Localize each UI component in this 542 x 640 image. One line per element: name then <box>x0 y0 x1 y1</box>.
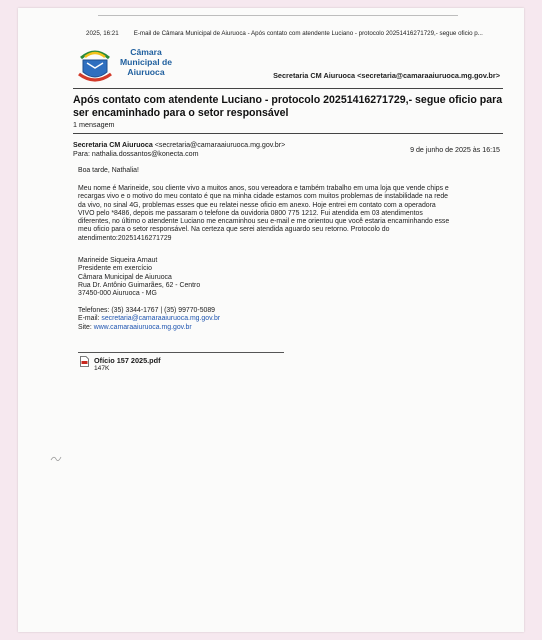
site-row: Site: www.camaraaiuruoca.mg.gov.br <box>78 323 192 331</box>
message-count: 1 mensagem <box>73 120 115 129</box>
print-title: E-mail de Câmara Municipal de Aiuruoca - Após contato com atendente Luciano - protocolo 20251416271729,- segue oficio p... <box>133 30 483 37</box>
contact-block <box>78 307 508 332</box>
print-datetime: 2025, 16:21 <box>86 30 119 37</box>
email-row: E-mail: secretaria@camaraaiuruoca.mg.gov.br <box>78 315 221 323</box>
signature-block: Marineide Siqueira Arnaut Presidente em exercício Câmara Municipal de Aiuruoca Rua Dr. Antônio Guimarães, 62 - Centro 37450-000 Aiuruoca - MG <box>78 257 201 298</box>
message-body: Meu nome é Marineide, sou cliente vivo a muitos anos, sou vereadora e também trabalho em uma loja que vende chips e recargas vivo e o motivo do meu contato é que na minha cidade estamos com muitos problemas de instabilidade na rede da vivo, no sinal 4G, problemas esses que eu relatei nesse oficio em anexo. Hoje entrei em contato com a operadora VIVO pelo *8486, depois me passaram o telefone da ouvidoria 0800 775 1212. Fui atendida em 03 atendimentos diferentes, no último o atendente Luciano me encaminhou seu e-mail e me orientou que você estaria encaminhando esse meu oficio para o setor responsável. Na certeza que serei atendida aguardo seu retorno. Protocolo do atendimento:20251416271729 <box>78 185 450 242</box>
account-sender: Secretaria CM Aiuruoca <secretaria@camaraaiuruoca.mg.gov.br> <box>273 71 500 80</box>
email-subject: Após contato com atendente Luciano - protocolo 20251416271729,- segue oficio para ser encaminhado para o setor responsável <box>73 94 503 119</box>
attachment-size: 147K <box>94 365 110 372</box>
to-line: Para: nathalia.dossantos@konecta.com <box>73 150 199 158</box>
email-link[interactable]: secretaria@camaraaiuruoca.mg.gov.br <box>101 315 221 323</box>
from-email: <secretaria@camaraaiuruoca.mg.gov.br> <box>154 141 286 149</box>
pdf-file-icon[interactable] <box>80 356 89 367</box>
sent-date: 9 de junho de 2025 às 16:15 <box>410 146 500 154</box>
attachment-divider <box>78 352 284 353</box>
subject-divider <box>73 133 503 134</box>
camara-logo-icon <box>73 44 117 86</box>
phones: Telefones: (35) 3344-1767 | (35) 99770-5089 <box>78 307 216 314</box>
pen-mark-icon <box>50 453 62 463</box>
attachment-name[interactable]: Ofício 157 2025.pdf <box>94 356 161 365</box>
scanned-page <box>18 8 524 632</box>
site-link[interactable]: www.camaraaiuruoca.mg.gov.br <box>93 323 192 331</box>
from-line <box>73 141 285 149</box>
from-name: Secretaria CM Aiuruoca <box>73 141 153 149</box>
print-header <box>86 30 483 37</box>
header-divider <box>73 88 503 89</box>
top-divider <box>98 15 458 16</box>
camara-logo-text: Câmara Municipal de Aiuruoca <box>119 47 173 77</box>
greeting: Boa tarde, Nathalia! <box>78 167 139 174</box>
